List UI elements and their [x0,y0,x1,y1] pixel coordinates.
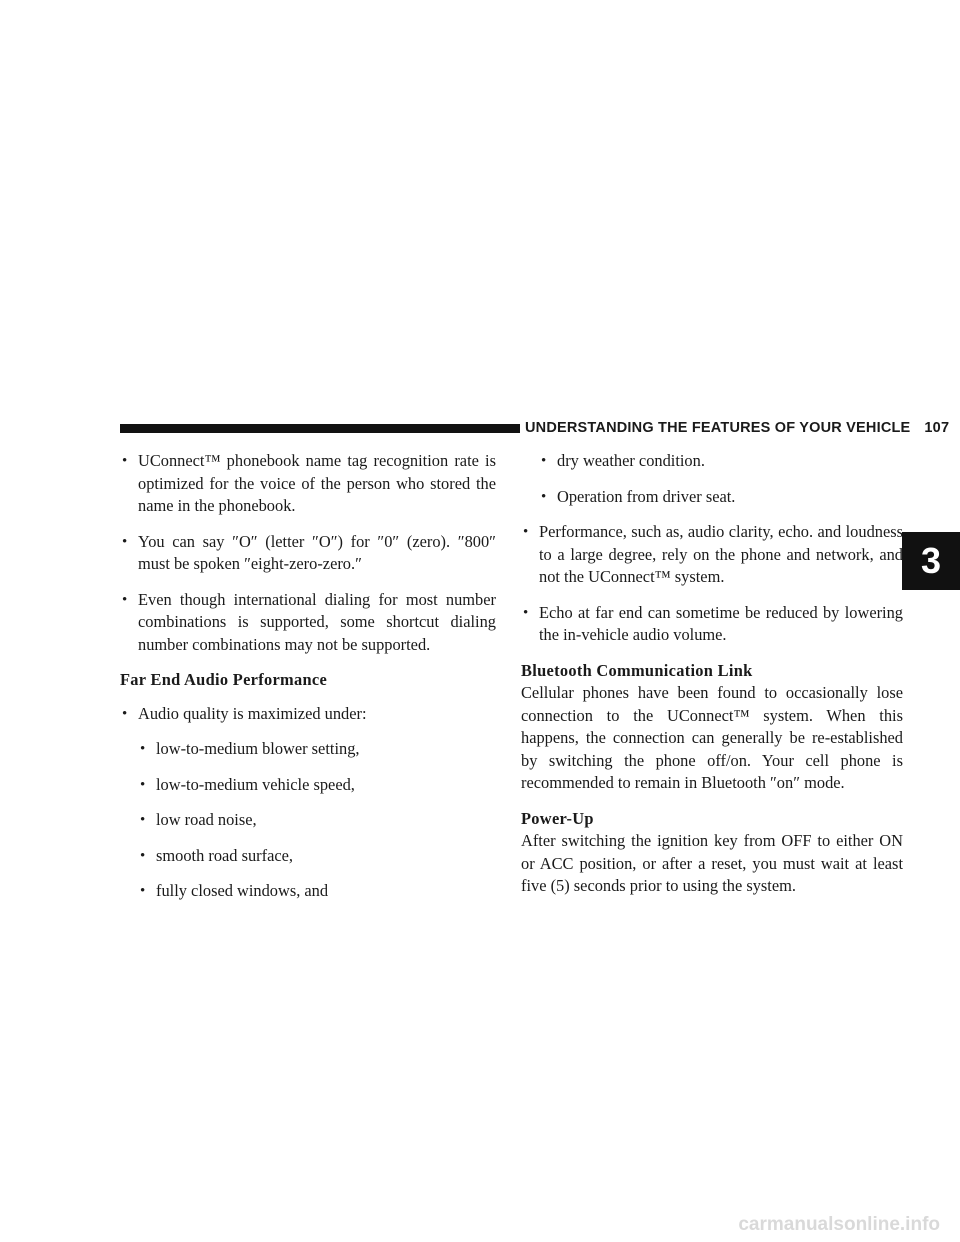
list-item: • UConnect™ phonebook name tag recognition rate is optimized for the voice of the person who stored the name in the phonebook. [120,450,496,518]
list-item: • Even though international dialing for most number combinations is supported, some shortcut dialing number combinations may not be supported. [120,589,496,657]
list-item: • Echo at far end can sometime be reduced by lowering the in-vehicle audio volume. [521,602,903,647]
sub-list-item: • fully closed windows, and [138,880,496,903]
running-header [525,420,950,436]
body-paragraph: Cellular phones have been found to occasionally lose connection to the UConnect™ system. When this happens, the connection can generally be re-established by switching the phone off/on. Your cell phone is recommended to remain in Bluetooth ″on″ mode. [521,683,903,792]
left-column [120,450,496,916]
list-item: • Performance, such as, audio clarity, echo. and loudness to a large degree, rely on the phone and network, and not the UConnect™ system. [521,521,903,589]
sub-list-item: • dry weather condition. [539,450,903,473]
header-title: UNDERSTANDING THE FEATURES OF YOUR VEHICLE [525,420,911,436]
list-item: • You can say ″O″ (letter ″O″) for ″0″ (zero). ″800″ must be spoken ″eight-zero-zero.″ [120,531,496,576]
section-heading: Power-Up [521,808,594,828]
sub-list-item: • low-to-medium vehicle speed, [138,774,496,797]
right-column [521,450,903,911]
list-item: • Audio quality is maximized under: [120,703,496,726]
section-heading: Bluetooth Communication Link [521,660,753,680]
sub-list-item: • Operation from driver seat. [539,486,903,509]
header-rule [120,424,520,433]
watermark: carmanualsonline.info [738,1214,940,1235]
section-heading: Far End Audio Performance [120,670,328,689]
chapter-tab: 3 [902,532,960,590]
sub-list-item: • low-to-medium blower setting, [138,738,496,761]
body-paragraph: After switching the ignition key from OFF to either ON or ACC position, or after a reset, you must wait at least five (5) seconds prior to using the system. [521,831,903,895]
page-number: 107 [924,420,950,436]
sub-list-item: • smooth road surface, [138,845,496,868]
sub-list-item: • low road noise, [138,809,496,832]
